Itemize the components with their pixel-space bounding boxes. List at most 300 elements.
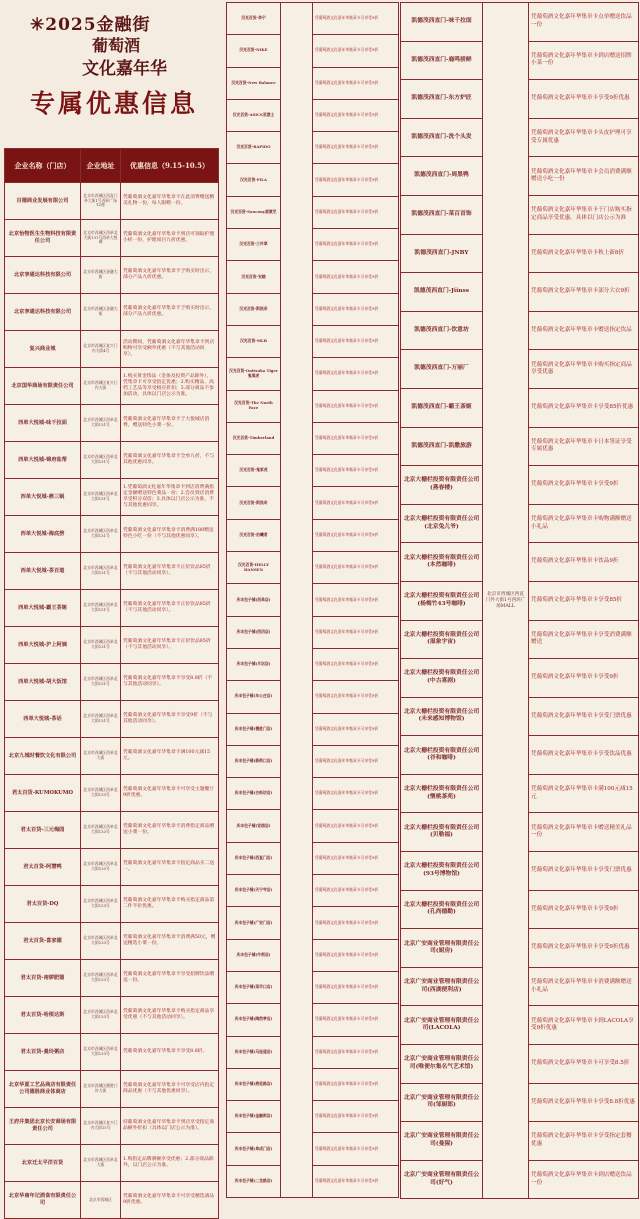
logo-line-1: ✳2025金融街 xyxy=(30,15,151,35)
offer-text: 凭葡萄酒文化嘉年华集章卡可享受9折 xyxy=(313,229,399,261)
merchant-address: 北京市西城区西单北大街133号 xyxy=(81,886,121,923)
table-row xyxy=(5,1182,219,1219)
table-row xyxy=(227,552,399,584)
merchant-name: 汉光百货-Onitsuka Tiger鬼塚虎 xyxy=(227,358,281,390)
table-row xyxy=(5,664,219,701)
offer-text: 凭葡萄酒文化嘉年华集章卡可享受9折 xyxy=(313,325,399,357)
merchant-name: 庆丰包子铺(广安门店) xyxy=(227,907,281,939)
merchant-name: 庆丰包子铺(德胜门店) xyxy=(227,713,281,745)
table-row xyxy=(5,442,219,479)
offer-text: 凭葡萄酒文化嘉年华集章卡享受门票优惠 xyxy=(529,852,639,891)
table-row xyxy=(5,220,219,257)
merchant-name: 庆丰包子铺(菜市口店) xyxy=(227,971,281,1003)
merchant-address: 北京市西城区西单北大街133号 xyxy=(81,960,121,997)
merchant-name: 庆丰包子铺(官园店) xyxy=(227,810,281,842)
merchant-name: 北京大栅栏投资有限责任公司(杨梅竹43号咖啡) xyxy=(401,581,483,620)
table-row xyxy=(5,553,219,590)
merchant-address: 北京市西城区西单北大街133号 xyxy=(81,812,121,849)
offer-text: 凭葡萄酒文化嘉年华集章卡可享受9折 xyxy=(313,584,399,616)
merchant-name: 汉光百货-斯凯奇 xyxy=(227,487,281,519)
table-row xyxy=(227,99,399,131)
offer-text: 凭葡萄酒文化嘉年华集章卡可享受9折 xyxy=(313,1101,399,1133)
offer-text: 凭葡萄酒文化嘉年华集章卡满100元减15元。 xyxy=(121,738,219,775)
offer-text: 凭葡萄酒文化嘉年华集章卡全单九折，不与其他优惠同享。 xyxy=(121,442,219,479)
offer-text: 凭葡萄酒文化嘉年华集章卡指定商品买二送一。 xyxy=(121,849,219,886)
merchant-address: 北京市西城区西直门外大街1号西环广场MALL xyxy=(483,3,529,1199)
merchant-address: 北京市西城区西单北大街133号 xyxy=(81,849,121,886)
offer-text: 凭葡萄酒文化嘉年华集章卡享受9折优惠 xyxy=(529,929,639,968)
merchant-name: 凯德茂西直门-菜百首饰 xyxy=(401,195,483,234)
table-row xyxy=(227,842,399,874)
merchant-name: 君太百货-曼玲粥店 xyxy=(5,1034,81,1071)
offer-text: 凭葡萄酒文化嘉年华集章卡购买指定商品享受优惠（不与其他活动同享）。 xyxy=(121,997,219,1034)
offer-text: 凭葡萄酒文化嘉年华集章卡可享受9折 xyxy=(313,196,399,228)
table-row xyxy=(5,738,219,775)
offer-text: 凭葡萄酒文化嘉年华集章卡享受9折（不与其他活动同享）。 xyxy=(121,701,219,738)
offer-text: 凭葡萄酒文化嘉年华集章卡享受饮品优惠 xyxy=(529,736,639,775)
merchant-name: 君太百货-喜家德 xyxy=(5,923,81,960)
table-row xyxy=(5,1071,219,1108)
merchant-name: 庆丰包子铺(陶然亭店) xyxy=(227,1004,281,1036)
offer-text: 凭葡萄酒文化嘉年华集章卡消费满50元，赠送精选小菜一份。 xyxy=(121,923,219,960)
offer-text: 凭葡萄酒文化嘉年华集章卡购物满额赠送小礼品 xyxy=(529,504,639,543)
table-row xyxy=(227,1101,399,1133)
table-row xyxy=(5,997,219,1034)
merchant-name: 北京大栅栏投资有限责任公司(燕春楼) xyxy=(401,466,483,505)
merchant-name: 庆丰包子铺(月坛店) xyxy=(227,648,281,680)
merchant-name: 北京广安商业管理有限责任公司(邹厨郎) xyxy=(401,1083,483,1122)
offer-text: 凭葡萄酒文化嘉年华集章卡享受85折 xyxy=(529,581,639,620)
merchant-name: 北京国华商场有限责任公司 xyxy=(5,368,81,405)
merchant-address: 北京市西城区金融大街 xyxy=(81,294,121,331)
table-row xyxy=(5,1108,219,1145)
table-row xyxy=(227,487,399,519)
column-header-offer: 优惠信息（9.15-10.5） xyxy=(121,149,219,183)
merchant-name: 北京广安商业管理有限责任公司(好气) xyxy=(401,1160,483,1199)
offer-text: 凭葡萄酒文化嘉年华集章卡可享受9折 xyxy=(313,616,399,648)
table-row xyxy=(227,196,399,228)
column-header-name: 企业名称（门店） xyxy=(5,149,81,183)
merchant-name: 西单大悦城-茶话 xyxy=(5,701,81,738)
offer-text: 凭葡萄酒文化嘉年华集章卡可享受9折 xyxy=(313,745,399,777)
merchant-address: 北京市西城区西单北大街133号 xyxy=(81,997,121,1034)
merchant-name: 君太百货-阿慧鸭 xyxy=(5,849,81,886)
merchant-name: 汉光百货-斯凯奇 xyxy=(227,293,281,325)
offer-text: 凭葡萄酒文化嘉年华集章卡消费满188赠送特色小吃一份（不与其他优惠同享）。 xyxy=(121,516,219,553)
merchant-address: 北京市西城区西单北大街133号 xyxy=(81,775,121,812)
offer-text: 1.凭葡萄酒文化嘉年华集章卡到店消费满指定金额赠送特色菜品一份；2.会员到店消费享受积分双倍；3.具体以门店公示为准，不与其他优惠同享。 xyxy=(121,479,219,516)
merchant-name: 西单大悦城-锦府盐帮 xyxy=(5,442,81,479)
table-row xyxy=(5,849,219,886)
merchant-table-3 xyxy=(400,2,638,1199)
merchant-name: 庆丰包子铺(阜成门店) xyxy=(227,1133,281,1165)
offer-text: 凭葡萄酒文化嘉年华集章卡可享受9折 xyxy=(313,67,399,99)
table-row xyxy=(5,183,219,220)
table-row xyxy=(227,971,399,1003)
table-row xyxy=(227,810,399,842)
table-row xyxy=(227,939,399,971)
offer-text: 凭葡萄酒文化嘉年华集章卡享受85折优惠 xyxy=(529,388,639,427)
merchant-address xyxy=(281,3,313,1198)
table-row xyxy=(5,886,219,923)
table-row xyxy=(5,627,219,664)
merchant-address: 北京市西城区西单北大街131号 xyxy=(81,664,121,701)
offer-text: 凭葡萄酒文化嘉年华集章卡可享受9折 xyxy=(313,422,399,454)
table-row xyxy=(227,1036,399,1068)
offer-text: 1.购买黄金饰品（金条及投资产品除外），凭集章卡可享受指定优惠；2.购买精品、高档工艺品等享受相应折扣；3.部分商品不参加活动，具体以门店公示为准。 xyxy=(121,368,219,405)
merchant-name: 北京大栅栏投资有限责任公司(本然咖啡) xyxy=(401,543,483,582)
merchant-name: 凯德茂西直门-洗个头发 xyxy=(401,118,483,157)
table-row xyxy=(227,132,399,164)
merchant-name: 君太百货-KUMOKUMO xyxy=(5,775,81,812)
merchant-name: 庆丰包子铺(白纸坊店) xyxy=(227,778,281,810)
offer-text: 凭葡萄酒文化嘉年华集章卡正价饮品85折（不与其他活动同享）。 xyxy=(121,553,219,590)
offer-text: 凭葡萄酒文化嘉年华集章卡购买指定商品第二件半价优惠。 xyxy=(121,886,219,923)
logo-line-2: 葡萄酒 xyxy=(92,36,141,55)
offer-text: 凭葡萄酒文化嘉年华集章卡点单赠送饮品一份 xyxy=(529,3,639,42)
offer-text: 凭葡萄酒文化嘉年华集章卡可享受9折 xyxy=(313,1133,399,1165)
merchant-name: 北京大栅栏投资有限责任公司(北京兔儿爷) xyxy=(401,504,483,543)
merchant-name: 汉光百货-伯曦者 xyxy=(227,519,281,551)
table-row xyxy=(227,3,399,35)
merchant-address: 北京市西城区 xyxy=(81,1182,121,1219)
merchant-name: 庆丰包子铺(展览路店) xyxy=(227,1068,281,1100)
table-row xyxy=(227,229,399,261)
offer-text: 凭葡萄酒文化嘉年华集章卡于购买时出示，部分产品九折优惠。 xyxy=(121,294,219,331)
offer-text: 凭葡萄酒文化嘉年华集章卡可享受9折 xyxy=(313,455,399,487)
merchant-name: 君太百货-南锣肥猫 xyxy=(5,960,81,997)
table-row xyxy=(227,875,399,907)
merchant-name: 庆丰包子铺(西直门店) xyxy=(227,842,281,874)
table-row xyxy=(5,1034,219,1071)
table-row xyxy=(227,1004,399,1036)
offer-text: 凭葡萄酒文化嘉年华集章卡可享受9折 xyxy=(313,261,399,293)
offer-text: 凭葡萄酒文化嘉年华集章卡可享受9折 xyxy=(313,1036,399,1068)
merchant-name: 凯德茂西直门-味千拉面 xyxy=(401,3,483,42)
table-row xyxy=(401,3,639,42)
offer-text: 凭葡萄酒文化嘉年华集章卡可享受9折 xyxy=(313,648,399,680)
offer-text: 凭葡萄酒文化嘉年华集章卡可享受主题餐厅9折优惠。 xyxy=(121,775,219,812)
offer-text: 凭葡萄酒文化嘉年华集章卡可享受8.5折 xyxy=(529,1045,639,1084)
table-row xyxy=(227,67,399,99)
offer-text: 凭葡萄酒文化嘉年华集章卡享受8.8折（不与其他活动同享）。 xyxy=(121,664,219,701)
merchant-address: 北京市西城区复兴门内大街 xyxy=(81,368,121,405)
merchant-name: 庆丰包子铺(车公庄店) xyxy=(227,681,281,713)
offer-text: 凭葡萄酒文化嘉年华集章卡享受指定套餐优惠 xyxy=(529,1122,639,1161)
merchant-name: 汉光百货-李宁 xyxy=(227,3,281,35)
offer-text: 凭葡萄酒文化嘉年华集章卡可享受9折 xyxy=(313,390,399,422)
merchant-name: 北京享通达科技有限公司 xyxy=(5,257,81,294)
offer-text: 持葡萄酒文化嘉年华集章卡到店享受指定商品额外折扣（具体以门店公示为准）。 xyxy=(121,1108,219,1145)
offer-text: 凭葡萄酒文化嘉年华集章卡于大悦城店消费，赠送特色小菜一份。 xyxy=(121,405,219,442)
merchant-address: 北京市西城区西单北大街131号 xyxy=(81,701,121,738)
merchant-name: 王府井集团北京长安商场有限责任公司 xyxy=(5,1108,81,1145)
merchant-address: 北京市西城区西单北大街 xyxy=(81,1145,121,1182)
offer-text: 1.购指定品牌满额享受优惠；2.部分商品除外，以门店公示为准。 xyxy=(121,1145,219,1182)
offer-text: 凭葡萄酒文化嘉年华集章卡享受8.8折优惠 xyxy=(529,1083,639,1122)
offer-text: 凭葡萄酒文化嘉年华集章卡享受9折优惠 xyxy=(529,80,639,119)
table-row xyxy=(5,701,219,738)
offer-text: 凭葡萄酒文化嘉年华集章卡可享受9折 xyxy=(313,939,399,971)
offer-text: 凭葡萄酒文化嘉年华集章卡在此消费赠送精美礼物一份，每人限赠一份。 xyxy=(121,183,219,220)
offer-text: 凭葡萄酒文化嘉年华集章卡于门店购买指定商品享受优惠，具体以门店公示为准 xyxy=(529,195,639,234)
merchant-name: 西单大悦城-味千拉面 xyxy=(5,405,81,442)
table-row xyxy=(227,164,399,196)
table-row xyxy=(5,516,219,553)
table-row xyxy=(227,293,399,325)
merchant-name: 汉光百货-ASICS亚瑟士 xyxy=(227,99,281,131)
column-header-address: 企业地址 xyxy=(81,149,121,183)
merchant-name: 北京广安商业管理有限责任公司(西湖便利店) xyxy=(401,967,483,1006)
merchant-name: 君太百货-哈根达斯 xyxy=(5,997,81,1034)
merchant-name: 庆丰包子铺(牛街店) xyxy=(227,939,281,971)
merchant-address: 北京市西城区西单北大街133号 xyxy=(81,1034,121,1071)
merchant-name: 君太百货-DQ xyxy=(5,886,81,923)
merchant-name: 北京广安商业管理有限责任公司(厨房) xyxy=(401,929,483,968)
table-row xyxy=(5,368,219,405)
table-row xyxy=(227,390,399,422)
offer-text: 凭葡萄酒文化嘉年华集章卡享受门票优惠 xyxy=(529,697,639,736)
merchant-name: 凯德茂西直门-东方炉匠 xyxy=(401,80,483,119)
merchant-name: 庆丰包子铺(西单店) xyxy=(227,584,281,616)
offer-text: 凭葡萄酒文化嘉年华集章卡享受8.8折。 xyxy=(121,1034,219,1071)
table-row xyxy=(227,713,399,745)
offer-text: 凭葡萄酒文化嘉年华集章卡赠送精美礼品一份 xyxy=(529,813,639,852)
offer-text: 凭葡萄酒文化嘉年华集章卡可享受9折 xyxy=(313,1165,399,1197)
merchant-address: 北京市西城区西单北大街131号 xyxy=(81,442,121,479)
merchant-name: 凯德茂西直门-周黑鸭 xyxy=(401,157,483,196)
table-row xyxy=(227,519,399,551)
offer-text: 凭葡萄酒文化嘉年华集章卡可享受9折 xyxy=(313,164,399,196)
offer-text: 凭葡萄酒文化嘉年华集章卡可享受9折 xyxy=(313,1068,399,1100)
merchant-address: 北京市西城区西单北大街131号 xyxy=(81,405,121,442)
merchant-name: 汉光百货-MLB xyxy=(227,325,281,357)
merchant-name: 庆丰包子铺(新街口店) xyxy=(227,745,281,777)
merchant-address: 北京市西城区金融大街 xyxy=(81,257,121,294)
offer-text: 凭葡萄酒文化嘉年华集章卡赠送指定饮品 xyxy=(529,311,639,350)
offer-text: 凭葡萄酒文化嘉年华集章卡正价饮品85折（不与其他活动同享）。 xyxy=(121,590,219,627)
merchant-table-2 xyxy=(226,2,398,1198)
offer-text: 凭葡萄酒文化嘉年华集章卡到店可领取护理小样一份，护理项目九折优惠。 xyxy=(121,220,219,257)
merchant-name: 北京大栅栏投资有限责任公司(湿象宇宙) xyxy=(401,620,483,659)
merchant-name: 北京享通达科技有限公司 xyxy=(5,294,81,331)
offer-text: 凭葡萄酒文化嘉年华集章卡可享受9折 xyxy=(313,552,399,584)
offer-text: 凭葡萄酒文化嘉年华集章卡可享受9折 xyxy=(313,3,399,35)
offer-text: 凭葡萄酒文化嘉年华集章卡可享受9折 xyxy=(313,681,399,713)
merchant-address: 北京市西城区西单北大街 xyxy=(81,738,121,775)
offer-text: 凭葡萄酒文化嘉年华集章卡可享受9折 xyxy=(313,842,399,874)
merchant-address: 北京市西城区复兴门内大街15号 xyxy=(81,1108,121,1145)
merchant-name: 北京大栅栏投资有限责任公司(谷和咖啡) xyxy=(401,736,483,775)
merchant-table-1 xyxy=(4,148,218,1219)
offer-text: 凭葡萄酒文化嘉年华集章卡可享受9折 xyxy=(313,1004,399,1036)
merchant-name: 庆丰包子铺(天宁寺店) xyxy=(227,875,281,907)
offer-text: 凭葡萄酒文化嘉年华集章卡头皮护理可享受专属优惠 xyxy=(529,118,639,157)
merchant-name: 凯德茂西直门-鹿鸣骄鲜 xyxy=(401,41,483,80)
merchant-name: 北京怡物医生生物科技有限责任公司 xyxy=(5,220,81,257)
offer-text: 凭葡萄酒文化嘉年华集章卡可享受9折 xyxy=(313,35,399,67)
merchant-name: 凯德茂西直门-饮意坊 xyxy=(401,311,483,350)
merchant-address: 北京市西城区西直门外大街1号西环广场T2座 xyxy=(81,183,121,220)
offer-text: 凭葡萄酒文化嘉年华集章卡于购买时出示，部分产品九折优惠。 xyxy=(121,257,219,294)
merchant-name: 汉光百货-FILA xyxy=(227,164,281,196)
merchant-name: 凯德茂西直门-JNBY xyxy=(401,234,483,273)
offer-text: 凭葡萄酒文化嘉年华集章卡到店赠送招牌小菜一份 xyxy=(529,41,639,80)
merchant-name: 西单大悦城-鼎三锅 xyxy=(5,479,81,516)
offer-text: 凭葡萄酒文化嘉年华集章卡可享受9折 xyxy=(313,778,399,810)
table-row xyxy=(227,907,399,939)
merchant-address: 北京市西城区德胜门外大街 xyxy=(81,1071,121,1108)
merchant-name: 北京大栅栏投资有限责任公司(贝勒福) xyxy=(401,813,483,852)
offer-text: 凭葡萄酒文化嘉年华集章卡可享受9折 xyxy=(313,99,399,131)
offer-text: 凭葡萄酒文化嘉年华集章卡会员消费满额赠送小吃一份 xyxy=(529,157,639,196)
merchant-name: 凯德茂西直门-Jiinss xyxy=(401,273,483,312)
table-row xyxy=(5,590,219,627)
merchant-name: 西单大悦城-沪上阿姨 xyxy=(5,627,81,664)
table-row xyxy=(5,257,219,294)
offer-text: 凭葡萄酒文化嘉年华集章卡可享受店内指定商品优惠（不与其他优惠同享）。 xyxy=(121,1071,219,1108)
table-row xyxy=(227,1165,399,1197)
offer-text: 凭葡萄酒文化嘉年华集章卡享受消费满额赠送 xyxy=(529,620,639,659)
offer-text: 凭葡萄酒文化嘉年华集章卡饮品9折 xyxy=(529,543,639,582)
table-row xyxy=(227,681,399,713)
table-row xyxy=(5,775,219,812)
merchant-name: 西单大悦城-茶百道 xyxy=(5,553,81,590)
table-row xyxy=(227,358,399,390)
merchant-name: 北京迁太平洋百货 xyxy=(5,1145,81,1182)
merchant-name: 庆丰包子铺(马连道店) xyxy=(227,1036,281,1068)
offer-text: 凭葡萄酒文化嘉年华集章卡享受招牌饮品赠送一份。 xyxy=(121,960,219,997)
offer-text: 凭葡萄酒文化嘉年华集章卡可享受9折 xyxy=(313,293,399,325)
table-row xyxy=(227,455,399,487)
merchant-name: 百德商业发展有限公司 xyxy=(5,183,81,220)
offer-text: 凭葡萄酒文化嘉年华集章卡可享受9折 xyxy=(313,132,399,164)
merchant-name: 汉光百货-Timberland xyxy=(227,422,281,454)
offer-text: 凭葡萄酒文化嘉年华集章卡日本签证享受专属优惠 xyxy=(529,427,639,466)
merchant-name: 北京大栅栏投资有限责任公司(未来感知博物馆) xyxy=(401,697,483,736)
merchant-address: 北京市西城区西单北大街131号 xyxy=(81,516,121,553)
offer-text: 凭葡萄酒文化嘉年华集章卡享受9折 xyxy=(529,466,639,505)
offer-text: 凭葡萄酒文化嘉年华集章卡满100元减15元 xyxy=(529,774,639,813)
offer-text: 凭葡萄酒文化嘉年华集章卡可享受9折 xyxy=(313,358,399,390)
offer-text: 凭葡萄酒文化嘉年华集章卡秋上新8折 xyxy=(529,234,639,273)
merchant-name: 汉光百货-Saucony索康尼 xyxy=(227,196,281,228)
merchant-address: 北京市西城区西单北大街131号西单大悦城 xyxy=(81,220,121,257)
merchant-name: 西单大悦城-胡大饭馆 xyxy=(5,664,81,701)
merchant-address: 北京市西城区西单北大街131号 xyxy=(81,627,121,664)
offer-text: 凭葡萄酒文化嘉年华集章卡部分大衣9折 xyxy=(529,273,639,312)
merchant-name: 庆丰包子铺(金融街店) xyxy=(227,1101,281,1133)
merchant-name: 北京大栅栏投资有限责任公司(中古喜剧) xyxy=(401,659,483,698)
table-row xyxy=(5,812,219,849)
offer-text: 凭葡萄酒文化嘉年华集章卡可享受9折 xyxy=(313,907,399,939)
offer-text: 凭葡萄酒文化嘉年华集章卡享受9折 xyxy=(529,890,639,929)
offer-text: 凭葡萄酒文化嘉年华集章卡消费指定商品赠送小菜一份。 xyxy=(121,812,219,849)
offer-text: 凭葡萄酒文化嘉年华集章卡可享受9折 xyxy=(313,487,399,519)
logo-line-3: 文化嘉年华 xyxy=(82,59,167,79)
merchant-name: 汉光百货-NIKE xyxy=(227,35,281,67)
merchant-name: 西单大悦城-海底捞 xyxy=(5,516,81,553)
table-row xyxy=(5,294,219,331)
offer-text: 凭葡萄酒文化嘉年华集章卡到LACOLA享受9折优惠 xyxy=(529,1006,639,1045)
table-row xyxy=(5,923,219,960)
header xyxy=(0,0,218,148)
merchant-address: 北京市西城区西单北大街131号 xyxy=(81,479,121,516)
merchant-name: 庆丰包子铺(西四店) xyxy=(227,616,281,648)
merchant-name: 汉光百货-三叶草 xyxy=(227,229,281,261)
offer-text: 活动期间，凭葡萄酒文化嘉年华集章卡到店购物可享受额外优惠（不与其他活动同享）。 xyxy=(121,331,219,368)
table-row xyxy=(227,648,399,680)
table-row xyxy=(227,261,399,293)
offer-text: 凭葡萄酒文化嘉年华集章卡到店赠送饮品一份 xyxy=(529,1160,639,1199)
merchant-name: 北京华南年记酒食有限责任公司 xyxy=(5,1182,81,1219)
merchant-name: 北京广安商业管理有限责任公司(唯便尔集名气艺术馆) xyxy=(401,1045,483,1084)
table-row xyxy=(5,405,219,442)
merchant-name: 北京广安商业管理有限责任公司(LACOLA) xyxy=(401,1006,483,1045)
table-row xyxy=(227,584,399,616)
merchant-address: 北京市西城区西单北大街133号 xyxy=(81,923,121,960)
offer-text: 凭葡萄酒文化嘉年华集章卡购买指定商品享受优惠 xyxy=(529,350,639,389)
merchant-name: 北京华夏工艺品商店有限责任公司德胜商业体商店 xyxy=(5,1071,81,1108)
offer-text: 凭葡萄酒文化嘉年华集章卡可享受9折 xyxy=(313,810,399,842)
merchant-name: 汉光百货-The North Face xyxy=(227,390,281,422)
merchant-name: 庆丰包子铺(二龙路店) xyxy=(227,1165,281,1197)
table-row xyxy=(227,778,399,810)
offer-text: 凭葡萄酒文化嘉年华集章卡可享受精选酒品9折优惠。 xyxy=(121,1182,219,1219)
offer-text: 凭葡萄酒文化嘉年华集章卡消费满额赠送小礼品 xyxy=(529,967,639,1006)
merchant-address: 北京市西城区西单北大街131号 xyxy=(81,553,121,590)
table-row xyxy=(227,422,399,454)
offer-text: 凭葡萄酒文化嘉年华集章卡可享受9折 xyxy=(313,875,399,907)
table-row xyxy=(227,1068,399,1100)
merchant-name: 君太百货-三元梅园 xyxy=(5,812,81,849)
offer-text: 凭葡萄酒文化嘉年华集章卡可享受9折 xyxy=(313,713,399,745)
offer-text: 凭葡萄酒文化嘉年华集章卡正价饮品85折（不与其他活动同享）。 xyxy=(121,627,219,664)
page-title: 专属优惠信息 xyxy=(30,89,199,118)
merchant-name: 北京大栅栏投资有限责任公司(93号博物馆) xyxy=(401,852,483,891)
offer-text: 凭葡萄酒文化嘉年华集章卡可享受9折 xyxy=(313,519,399,551)
table-row xyxy=(5,960,219,997)
merchant-name: 复兴商业城 xyxy=(5,331,81,368)
table-row xyxy=(227,35,399,67)
merchant-name: 凯德茂西直门-霸王茶姬 xyxy=(401,388,483,427)
offer-text: 凭葡萄酒文化嘉年华集章卡可享受9折 xyxy=(313,971,399,1003)
merchant-name: 汉光百货-HELLY HANSEN xyxy=(227,552,281,584)
merchant-address: 北京市西城区西单北大街131号 xyxy=(81,590,121,627)
table-row xyxy=(227,325,399,357)
table-row xyxy=(5,479,219,516)
merchant-name: 汉光百货-鬼冢虎 xyxy=(227,455,281,487)
merchant-name: 汉光百货-安踏 xyxy=(227,261,281,293)
merchant-name: 凯德茂西直门-凯撒旅游 xyxy=(401,427,483,466)
merchant-name: 凯德茂西直门-万丽厂 xyxy=(401,350,483,389)
merchant-name: 汉光百货-New Balance xyxy=(227,67,281,99)
merchant-address: 北京市西城区复兴门内大街4号 xyxy=(81,331,121,368)
merchant-name: 北京大栅栏投资有限责任公司(惬桃茶苑) xyxy=(401,774,483,813)
merchant-name: 西单大悦城-霸王茶姬 xyxy=(5,590,81,627)
table-header-row xyxy=(5,149,219,183)
merchant-name: 北京广安商业管理有限责任公司(曼猩) xyxy=(401,1122,483,1161)
table-row xyxy=(5,1145,219,1182)
merchant-name: 北京九城时餐饮文化有限公司 xyxy=(5,738,81,775)
table-row xyxy=(5,331,219,368)
table-row xyxy=(227,1133,399,1165)
table-row xyxy=(227,745,399,777)
merchant-name: 北京大栅栏投资有限责任公司(孔尚德勤) xyxy=(401,890,483,929)
merchant-name: 汉光百货-RAPIDO xyxy=(227,132,281,164)
table-row xyxy=(227,616,399,648)
offer-text: 凭葡萄酒文化嘉年华集章卡享受9折 xyxy=(529,659,639,698)
